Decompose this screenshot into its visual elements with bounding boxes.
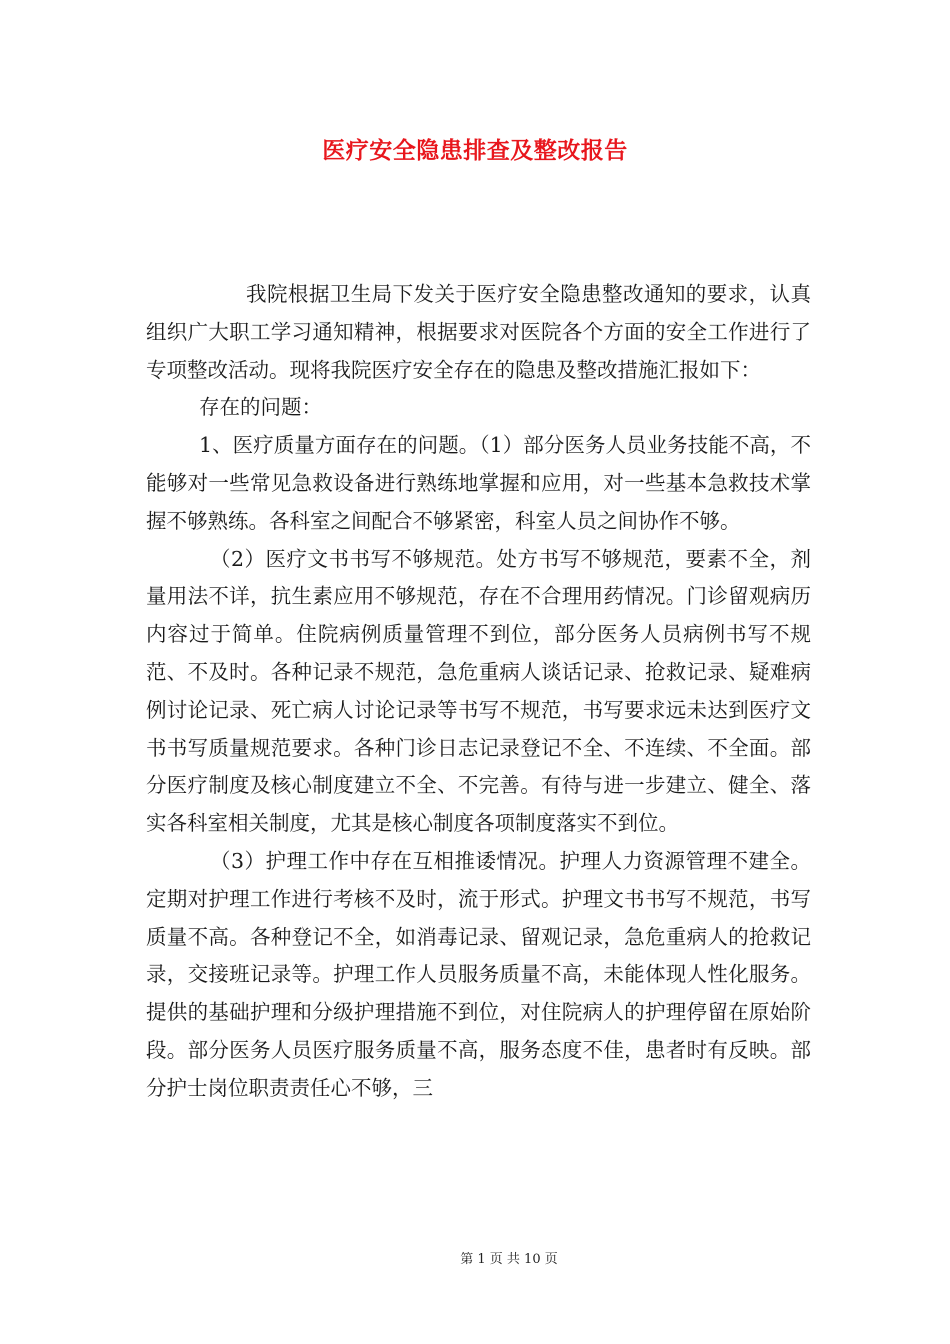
document-body <box>146 276 811 1108</box>
paragraph-intro: 我院根据卫生局下发关于医疗安全隐患整改通知的要求，认真组织广大职工学习通知精神，根据要求对医院各个方面的安全工作进行了专项整改活动。现将我院医疗安全存在的隐患及整改措施汇报如下： <box>146 282 811 382</box>
page-number-footer: 第 1 页 共 10 页 <box>460 1252 558 1267</box>
paragraph-medical-quality: 1、医疗质量方面存在的问题。（1）部分医务人员业务技能不高，不能够对一些常见急救设备进行熟练地掌握和应用，对一些基本急救技术掌握不够熟练。各科室之间配合不够紧密，科室人员之间协作不够。 <box>146 433 811 533</box>
paragraph-problems-heading: 存在的问题： <box>199 395 322 420</box>
document-title: 医疗安全隐患排查及整改报告 <box>322 137 628 164</box>
paragraph-medical-documents: （2）医疗文书书写不够规范。处方书写不够规范，要素不全，剂量用法不详，抗生素应用不够规范，存在不合理用药情况。门诊留观病历内容过于简单。住院病例质量管理不到位，部分医务人员病例书写不规范、不及时。各种记录不规范，急危重病人谈话记录、抢救记录、疑难病例讨论记录、死亡病人讨论记录等书写不规范，书写要求远未达到医疗文书书写质量规范要求。各种门诊日志记录登记不全、不连续、不全面。部分医疗制度及核心制度建立不全、不完善。有待与进一步建立、健全、落实各科室相关制度，尤其是核心制度各项制度落实不到位。 <box>146 546 811 836</box>
paragraph-nursing-work: （3）护理工作中存在互相推诿情况。护理人力资源管理不建全。定期对护理工作进行考核不及时，流于形式。护理文书书写不规范，书写质量不高。各种登记不全，如消毒记录、留观记录，急危重病人的抢救记录，交接班记录等。护理工作人员服务质量不高，未能体现人性化服务。提供的基础护理和分级护理措施不到位，对住院病人的护理停留在原始阶段。部分医务人员医疗服务质量不高，服务态度不佳，患者时有反映。部分护士岗位职责责任心不够，三 <box>146 848 811 1100</box>
